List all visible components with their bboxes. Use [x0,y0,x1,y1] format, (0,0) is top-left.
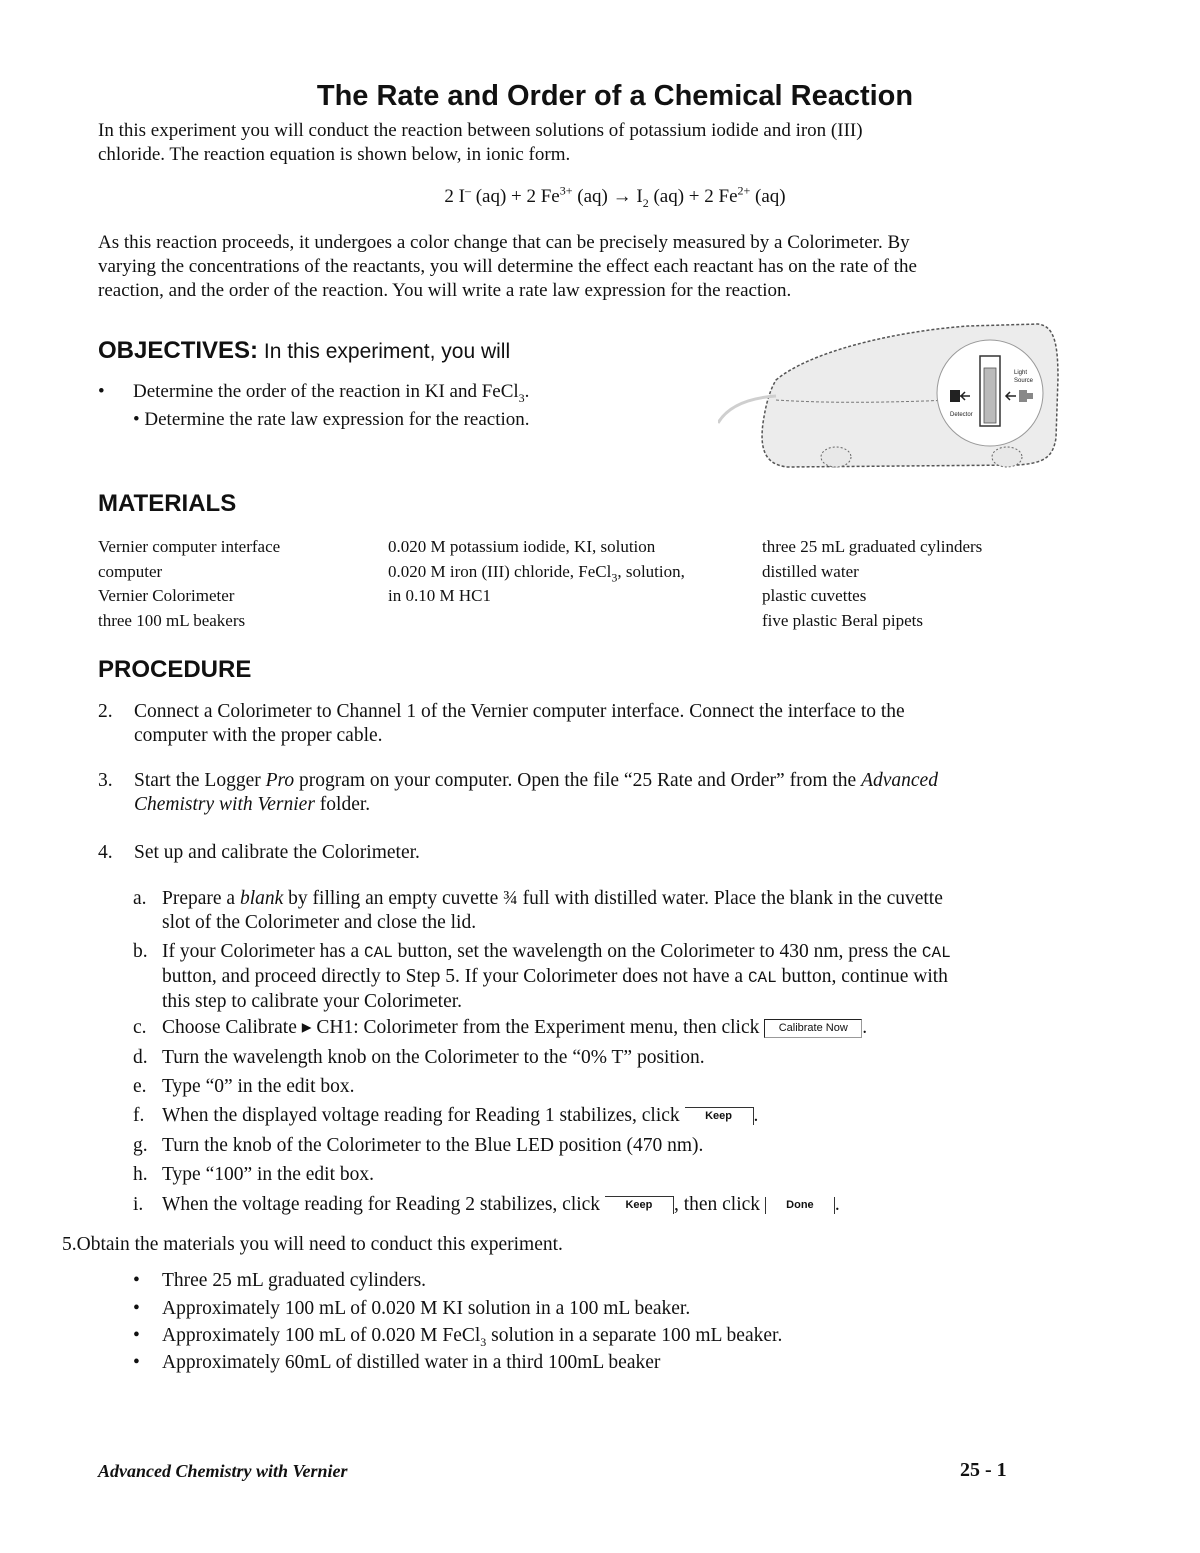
material-item: plastic cuvettes [762,586,867,605]
footer-book-title: Advanced Chemistry with Vernier [98,1461,348,1481]
objective-item: • Determine the order of the reaction in KI and FeCl$_3$. [98,381,530,405]
material-item: distilled water [762,561,859,581]
reaction-equation: 2 I– (aq) + 2 $Fe^{3+}$ $(aq) \to I_2$ (aq) + 2 $Fe^{2+}$ (aq) [444,183,786,210]
materials-col-1 [98,535,280,633]
list-item: • Approximately 100 mL of 0.020 M KI solution in a 100 mL beaker. [133,1298,691,1319]
objectives-heading: OBJECTIVES: In this experiment, you will [98,337,511,364]
calibrate-now-button[interactable]: Calibrate Now [764,1019,862,1038]
material-item: in 0.10 M HC1 [388,586,491,605]
material-item: three 25 mL graduated cylinders [762,537,983,556]
substep-f: f. When the displayed voltage reading for Reading 1 stabilizes, click Keep . [133,1105,759,1126]
procedure-heading: PROCEDURE [98,656,252,683]
material-item: computer [98,561,163,581]
objective-item: • Determine the rate law expression for the reaction. [133,409,530,430]
intro-line: In this experiment you will conduct the reaction between solutions of potassium iodide and iron (III) [98,120,863,141]
detector-label: Detector [950,412,973,418]
substep-b: b. If your Colorimeter has a CAL button, set the wavelength on the Colorimeter to 430 nm, press the CAL button, and proceed directly to Step 5. If your Colorimeter does not have a CAL button, continue with this step to calibrate your Colorimeter. [133,941,951,1012]
material-item: Vernier Colorimeter [98,586,235,605]
substep-g: g. Turn the knob of the Colorimeter to the Blue LED position (470 nm). [133,1135,704,1156]
substep-d: d. Turn the wavelength knob on the Colorimeter to the “0% T” position. [133,1047,705,1068]
materials-heading: MATERIALS [98,490,237,517]
procedure-step-2: 2. Connect a Colorimeter to Channel 1 of the Vernier computer interface. Connect the interface to the computer with the proper cable. [98,701,905,746]
paragraph-line: As this reaction proceeds, it undergoes a color change that can be precisely measured by a Colorimeter. By [98,232,910,253]
done-button[interactable]: Done [765,1197,835,1214]
material-item: Vernier computer interface [98,537,281,556]
description-paragraph [98,231,917,303]
substep-e: e. Type “0” in the edit box. [133,1076,355,1097]
list-item: • Approximately 100 mL of 0.020 M FeCl$_3$ solution in a separate 100 mL beaker. [133,1325,783,1349]
light-source-label: Source [1014,378,1034,384]
step-5-materials [133,1269,1143,1375]
material-item: five plastic Beral pipets [762,610,923,630]
colorimeter-illustration [718,318,1060,470]
intro-paragraph [98,119,863,167]
list-item: • Three 25 mL graduated cylinders. [133,1270,427,1291]
list-item: • Approximately 60mL of distilled water in a third 100mL beaker [133,1352,661,1373]
materials-col-3 [762,535,982,633]
page-title: The Rate and Order of a Chemical Reaction [316,80,914,112]
material-item: 0.020 M potassium iodide, KI, solution [388,537,656,556]
keep-button[interactable]: Keep [605,1196,674,1214]
substep-h: h. Type “100” in the edit box. [133,1164,374,1185]
footer-page-number: 25 - 1 [960,1459,1007,1481]
procedure-step-4: 4. Set up and calibrate the Colorimeter. [98,842,420,863]
material-item: three 100 mL beakers [98,610,246,630]
substep-i: i. When the voltage reading for Reading 2 stabilizes, click Keep , then click Done . [133,1194,840,1215]
procedure-step-3: 3. Start the Logger Pro program on your computer. Open the file “25 Rate and Order” from the Advanced Chemistry with Vernier folder. [98,770,938,815]
light-source-label: Light [1014,370,1028,376]
objectives-list [98,380,698,432]
substep-a: a. Prepare a blank by filling an empty cuvette ¾ full with distilled water. Place the blank in the cuvette slot of the Colorimeter and close the lid. [133,888,943,933]
materials-col-2 [388,535,685,609]
substep-c: c. Choose Calibrate ▸ CH1: Colorimeter from the Experiment menu, then click Calibrate Now . [133,1017,868,1038]
procedure-step-5: 5.Obtain the materials you will need to conduct this experiment. [62,1234,563,1255]
material-item: 0.020 M iron (III) chloride, FeCl$_3$, solution, [388,561,685,584]
keep-button[interactable]: Keep [685,1107,754,1125]
paragraph-line: reaction, and the order of the reaction. You will write a rate law expression for the reaction. [98,280,792,301]
intro-line: chloride. The reaction equation is shown below, in ionic form. [98,144,571,165]
paragraph-line: varying the concentrations of the reactants, you will determine the effect each reactant has on the rate of the [98,256,917,277]
